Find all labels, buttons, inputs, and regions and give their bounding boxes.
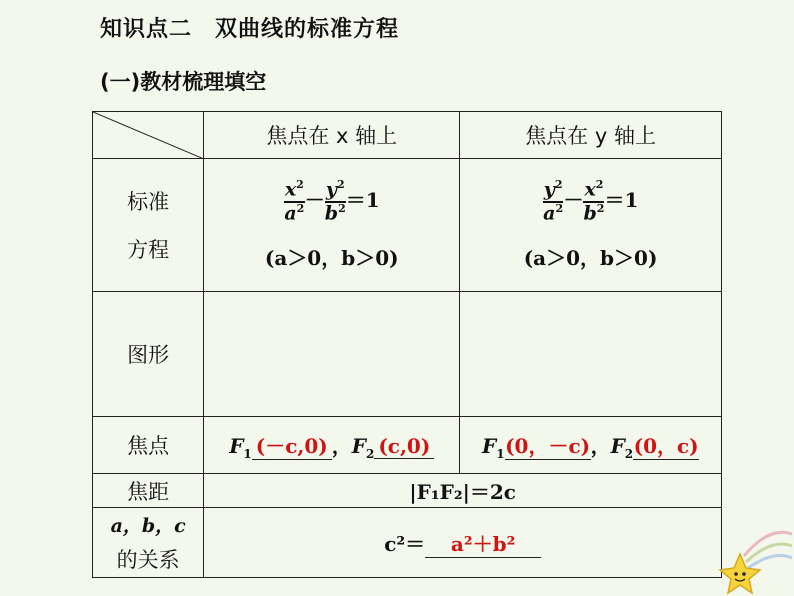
header-y-axis: 焦点在 y 轴上 bbox=[460, 112, 722, 159]
graph-y-axis bbox=[460, 292, 722, 417]
header-x-axis: 焦点在 x 轴上 bbox=[204, 112, 460, 159]
foci-x-axis: $F_1$ (－c,0) ，$F_2$ (c,0) bbox=[204, 417, 460, 474]
shooting-star-icon bbox=[714, 516, 794, 596]
focus2-answer: (c,0) bbox=[374, 434, 434, 459]
focus1-answer: (0，－c) bbox=[505, 430, 591, 460]
fraction-1: $\frac{x^2}{a^2}$ bbox=[284, 178, 305, 224]
diagonal-header-cell bbox=[93, 112, 204, 159]
page-title: 知识点二 双曲线的标准方程 bbox=[100, 17, 400, 42]
condition-x-axis: (a＞0，b＞0) bbox=[264, 245, 399, 270]
focal-distance-value: |F₁F₂|＝2c bbox=[204, 474, 722, 508]
graph-x-axis bbox=[204, 292, 460, 417]
hyperbola-table bbox=[92, 111, 722, 578]
row-label-relation: a，b，c 的关系 bbox=[93, 508, 204, 578]
focus2-answer: (0，c) bbox=[633, 430, 699, 460]
condition-y-axis: (a＞0，b＞0) bbox=[523, 245, 658, 270]
diagonal-line bbox=[93, 112, 204, 159]
focus1-answer: (－c,0) bbox=[252, 430, 332, 460]
fraction-2: $\frac{y^2}{b^2}$ bbox=[324, 178, 346, 224]
relation-value: c²＝ a²＋b² bbox=[204, 508, 722, 578]
row-label-standard-equation: 标准 方程 bbox=[93, 159, 204, 292]
fraction-1: $\frac{y^2}{a^2}$ bbox=[543, 178, 564, 224]
row-label-foci: 焦点 bbox=[93, 417, 204, 474]
section-subtitle: (一)教材梳理填空 bbox=[100, 70, 267, 94]
foci-y-axis: $F_1(0$，－c)，$F_2(0$，c) bbox=[460, 417, 722, 474]
fraction-2: $\frac{x^2}{b^2}$ bbox=[583, 178, 605, 224]
relation-answer: a²＋b² bbox=[425, 528, 541, 558]
equation-x-axis: $\frac{x^2}{a^2}$ － $\frac{y^2}{b^2}$ ＝1 (a＞0，b＞0) bbox=[204, 159, 460, 292]
row-label-focal-distance: 焦距 bbox=[93, 474, 204, 508]
row-label-graph: 图形 bbox=[93, 292, 204, 417]
equation-y-axis: $\frac{y^2}{a^2}$ － $\frac{x^2}{b^2}$ ＝1 (a＞0，b＞0) bbox=[460, 159, 722, 292]
